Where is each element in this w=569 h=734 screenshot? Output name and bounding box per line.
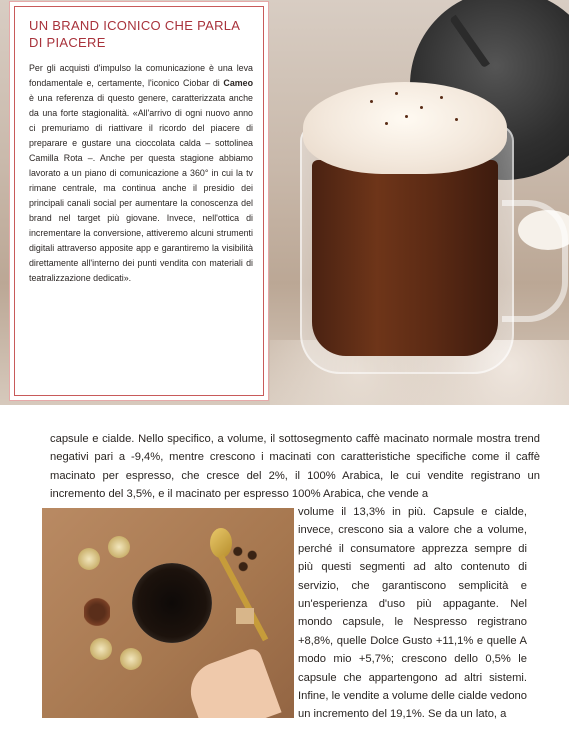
sugar-cube-image — [236, 608, 254, 624]
coffee-capsules-photo — [42, 508, 294, 718]
chocolate-drink-image — [312, 160, 498, 356]
box-title: UN BRAND ICONICO CHE PARLA DI PIACERE — [29, 18, 240, 50]
brand-name: Cameo — [223, 78, 253, 88]
capsule-image — [108, 536, 130, 558]
article-text-top: capsule e cialde. Nello specifico, a volume, il sottosegmento caffè macinato normale mostra trend negativi pari a -9,4%, mentre crescono i macinati con caratteristiche specifiche come il caffè macinato per espresso, che cresce del 2%, il 100% Arabica, le cui vendite registrano un incremento del 3,5%, e il macinato per espresso 100% Arabica, che vende a — [50, 433, 540, 501]
whipped-cream-image — [303, 82, 507, 174]
ground-coffee-image — [84, 598, 110, 626]
brand-sidebar-box — [14, 6, 264, 396]
mug-handle-image — [502, 200, 568, 322]
coffee-cup-image — [132, 563, 212, 643]
box-body-text: Per gli acquisti d'impulso la comunicazione è una leva fondamentale e, certamente, l'iconico Ciobar di Cameo è una referenza di questo genere, caratterizzata anche da una forte stagionalità. «All'arrivo di ogni nuovo anno ci premuriamo di riattivare il ricordo del piacere di preparare e gustare una cioccolata calda – sottolinea Camilla Rota –. Anche per questa stagione abbiamo lavorato a un piano di comunicazione a 360° in cui la tv rimane centrale, ma continua anche il presidio dei principali canali social per aumentare la conoscenza del brand nel target più giovane. Invece, nell'ottica di incrementare la conversione, attiveremo alcuni strumenti digitali attraverso apposite app e garantiremo la visibilità direttamente all'interno dei punti vendita con materiali di teatralizzazione dedicati». — [29, 63, 253, 283]
capsule-image — [78, 548, 100, 570]
coffee-beans-image — [227, 540, 263, 578]
hand-image — [182, 646, 281, 718]
capsule-image — [90, 638, 112, 660]
capsule-image — [120, 648, 142, 670]
article-text-right: volume il 13,3% in più. Capsule e cialde, invece, crescono sia a valore che a volume, perché il consumatore apprezza sempre di più questi segmenti ad alto contenuto di servizio, che garantiscono semplicità e un'esperienza d'uso più appagante. Nel mondo capsule, le Nespresso registrano +8,8%, quelle Dolce Gusto +11,1% e quelle A modo mio +5,7%; crescono dello 0,5% le capsule che appartengono ad altri sistemi. Infine, le vendite a volume delle cialde vedono un incremento del 19,1%. Se da un lato, a — [298, 506, 527, 721]
